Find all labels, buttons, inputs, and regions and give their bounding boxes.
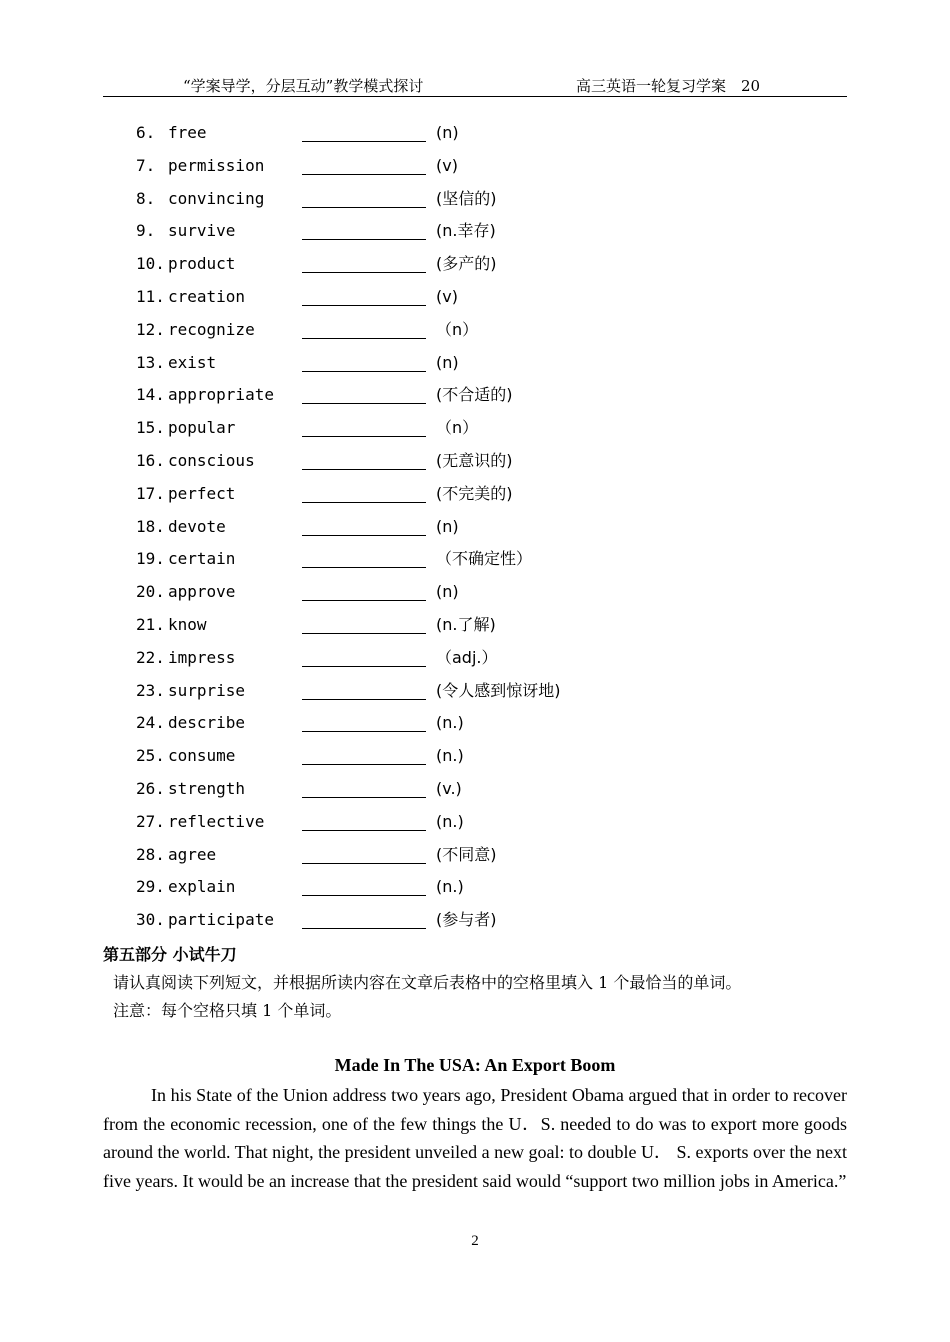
vocab-number: 13. <box>136 352 165 372</box>
vocab-word: describe <box>168 713 246 733</box>
answer-blank[interactable] <box>302 845 426 864</box>
vocab-word: survive <box>168 221 236 241</box>
vocab-hint: (n.幸存) <box>436 221 496 241</box>
vocab-number: 27. <box>136 811 165 831</box>
vocab-word: popular <box>168 418 236 438</box>
answer-blank[interactable] <box>302 877 426 896</box>
vocab-item <box>136 154 836 187</box>
vocab-number: 22. <box>136 647 165 667</box>
vocab-hint: (令人感到惊讶地) <box>436 680 561 700</box>
vocab-hint: (不完美的) <box>436 483 513 503</box>
vocab-word: conscious <box>168 450 255 470</box>
vocab-word: approve <box>168 582 236 602</box>
vocab-hint: (n) <box>436 582 459 602</box>
vocab-item <box>136 515 836 548</box>
vocab-word: surprise <box>168 680 246 700</box>
vocab-hint: (坚信的) <box>436 188 497 208</box>
answer-blank[interactable] <box>302 746 426 765</box>
vocab-number: 19. <box>136 549 165 569</box>
vocab-hint: （不确定性） <box>436 549 533 569</box>
vocab-hint: (参与者) <box>436 910 497 930</box>
page-header <box>103 74 847 97</box>
vocab-word: recognize <box>168 319 255 339</box>
vocab-item <box>136 416 836 449</box>
vocab-number: 30. <box>136 910 165 930</box>
vocab-number: 7. <box>136 155 156 175</box>
vocab-word: agree <box>168 844 217 864</box>
vocab-number: 10. <box>136 254 165 274</box>
vocab-item <box>136 646 836 679</box>
answer-blank[interactable] <box>302 418 426 437</box>
vocab-hint: (多产的) <box>436 254 497 274</box>
vocab-item <box>136 810 836 843</box>
vocab-word: strength <box>168 778 246 798</box>
vocab-word: impress <box>168 647 236 667</box>
vocab-number: 8. <box>136 188 156 208</box>
vocab-word: devote <box>168 516 226 536</box>
vocab-hint: (n) <box>436 123 459 142</box>
answer-blank[interactable] <box>302 353 426 372</box>
answer-blank[interactable] <box>302 320 426 339</box>
header-right-title: 高三英语一轮复习学案 20 <box>576 77 761 95</box>
vocab-word: certain <box>168 549 236 569</box>
vocab-item <box>136 580 836 613</box>
vocab-word: creation <box>168 286 246 306</box>
vocab-hint: (不合适的) <box>436 385 513 405</box>
vocab-item <box>136 547 836 580</box>
vocab-word: explain <box>168 877 236 897</box>
vocab-number: 9. <box>136 221 156 241</box>
vocab-number: 12. <box>136 319 165 339</box>
vocab-item <box>136 252 836 285</box>
vocab-item <box>136 187 836 220</box>
answer-blank[interactable] <box>302 812 426 831</box>
instruction-text: 请认真阅读下列短文，并根据所读内容在文章后表格中的空格里填入 1 个最恰当的单词。 <box>113 973 742 992</box>
vocab-number: 15. <box>136 418 165 438</box>
answer-blank[interactable] <box>302 484 426 503</box>
vocab-word: know <box>168 614 207 634</box>
header-left-title: “学案导学，分层互动”教学模式探讨 <box>183 77 424 95</box>
vocab-item <box>136 351 836 384</box>
vocab-number: 23. <box>136 680 165 700</box>
answer-blank[interactable] <box>302 582 426 601</box>
vocab-number: 18. <box>136 516 165 536</box>
answer-blank[interactable] <box>302 713 426 732</box>
vocab-item <box>136 744 836 777</box>
vocab-item <box>136 843 836 876</box>
vocab-number: 6. <box>136 123 156 142</box>
vocab-word: exist <box>168 352 217 372</box>
vocab-word: appropriate <box>168 385 274 405</box>
vocab-hint: (n.) <box>436 746 464 766</box>
vocab-number: 25. <box>136 746 165 766</box>
vocab-hint: （n） <box>436 319 479 339</box>
vocab-word: reflective <box>168 811 265 831</box>
vocab-hint: (v) <box>436 155 458 175</box>
vocab-item <box>136 777 836 810</box>
article-title: Made In The USA: An Export Boom <box>334 1055 616 1075</box>
answer-blank[interactable] <box>302 615 426 634</box>
vocab-hint: (n.) <box>436 713 464 733</box>
vocab-item <box>136 318 836 351</box>
section-title: 第五部分 小试牛刀 <box>103 945 237 964</box>
article-paragraph: In his State of the Union address two years ago, President Obama argued that in order to recover from the economic recession, one of the few things the U．S. needed to do was to export more goods around the world. That night, the president unveiled a new goal: to double U． S. exports over the next five years. It would be an increase that the president said would “support two million jobs in America.” <box>103 1085 848 1191</box>
vocab-word: perfect <box>168 483 236 503</box>
vocab-number: 20. <box>136 582 165 602</box>
vocab-hint: (n) <box>436 352 459 372</box>
answer-blank[interactable] <box>302 681 426 700</box>
page-number: 2 <box>471 1233 479 1249</box>
vocab-number: 11. <box>136 286 165 306</box>
vocab-number: 21. <box>136 614 165 634</box>
vocab-hint: (n.) <box>436 877 464 897</box>
vocab-hint: (无意识的) <box>436 450 513 470</box>
answer-blank[interactable] <box>302 910 426 929</box>
answer-blank[interactable] <box>302 517 426 536</box>
answer-blank[interactable] <box>302 779 426 798</box>
vocab-item <box>136 875 836 908</box>
vocab-number: 24. <box>136 713 165 733</box>
vocab-item <box>136 613 836 646</box>
vocab-number: 17. <box>136 483 165 503</box>
vocab-number: 28. <box>136 844 165 864</box>
vocab-item <box>136 482 836 515</box>
vocab-hint: (v) <box>436 286 458 306</box>
vocab-item <box>136 679 836 712</box>
vocab-item <box>136 121 836 154</box>
answer-blank[interactable] <box>302 221 426 240</box>
vocab-hint: （n） <box>436 418 479 438</box>
answer-blank[interactable] <box>302 451 426 470</box>
answer-blank[interactable] <box>302 156 426 175</box>
vocab-word: permission <box>168 155 265 175</box>
vocab-item <box>136 908 836 941</box>
vocab-item <box>136 219 836 252</box>
answer-blank[interactable] <box>302 648 426 667</box>
vocab-item <box>136 285 836 318</box>
vocab-item <box>136 383 836 416</box>
vocab-word: product <box>168 254 236 274</box>
vocab-hint: (n) <box>436 516 459 536</box>
vocab-item <box>136 449 836 482</box>
vocab-word: consume <box>168 746 236 766</box>
instruction-note: 注意：每个空格只填 1 个单词。 <box>113 1001 342 1020</box>
answer-blank[interactable] <box>302 549 426 568</box>
vocab-word: convincing <box>168 188 265 208</box>
vocab-word: participate <box>168 910 274 930</box>
vocab-number: 26. <box>136 778 165 798</box>
vocab-number: 16. <box>136 450 165 470</box>
answer-blank[interactable] <box>302 123 426 142</box>
vocab-hint: (n.) <box>436 811 464 831</box>
vocabulary-exercise-list <box>136 121 836 941</box>
answer-blank[interactable] <box>302 287 426 306</box>
answer-blank[interactable] <box>302 189 426 208</box>
vocab-hint: (n.了解) <box>436 614 496 634</box>
vocab-hint: (v.) <box>436 778 462 798</box>
vocab-number: 14. <box>136 385 165 405</box>
answer-blank[interactable] <box>302 385 426 404</box>
vocab-hint: (不同意) <box>436 844 497 864</box>
vocab-number: 29. <box>136 877 165 897</box>
answer-blank[interactable] <box>302 254 426 273</box>
vocab-item <box>136 711 836 744</box>
vocab-word: free <box>168 123 207 142</box>
vocab-hint: （adj.） <box>436 647 498 667</box>
